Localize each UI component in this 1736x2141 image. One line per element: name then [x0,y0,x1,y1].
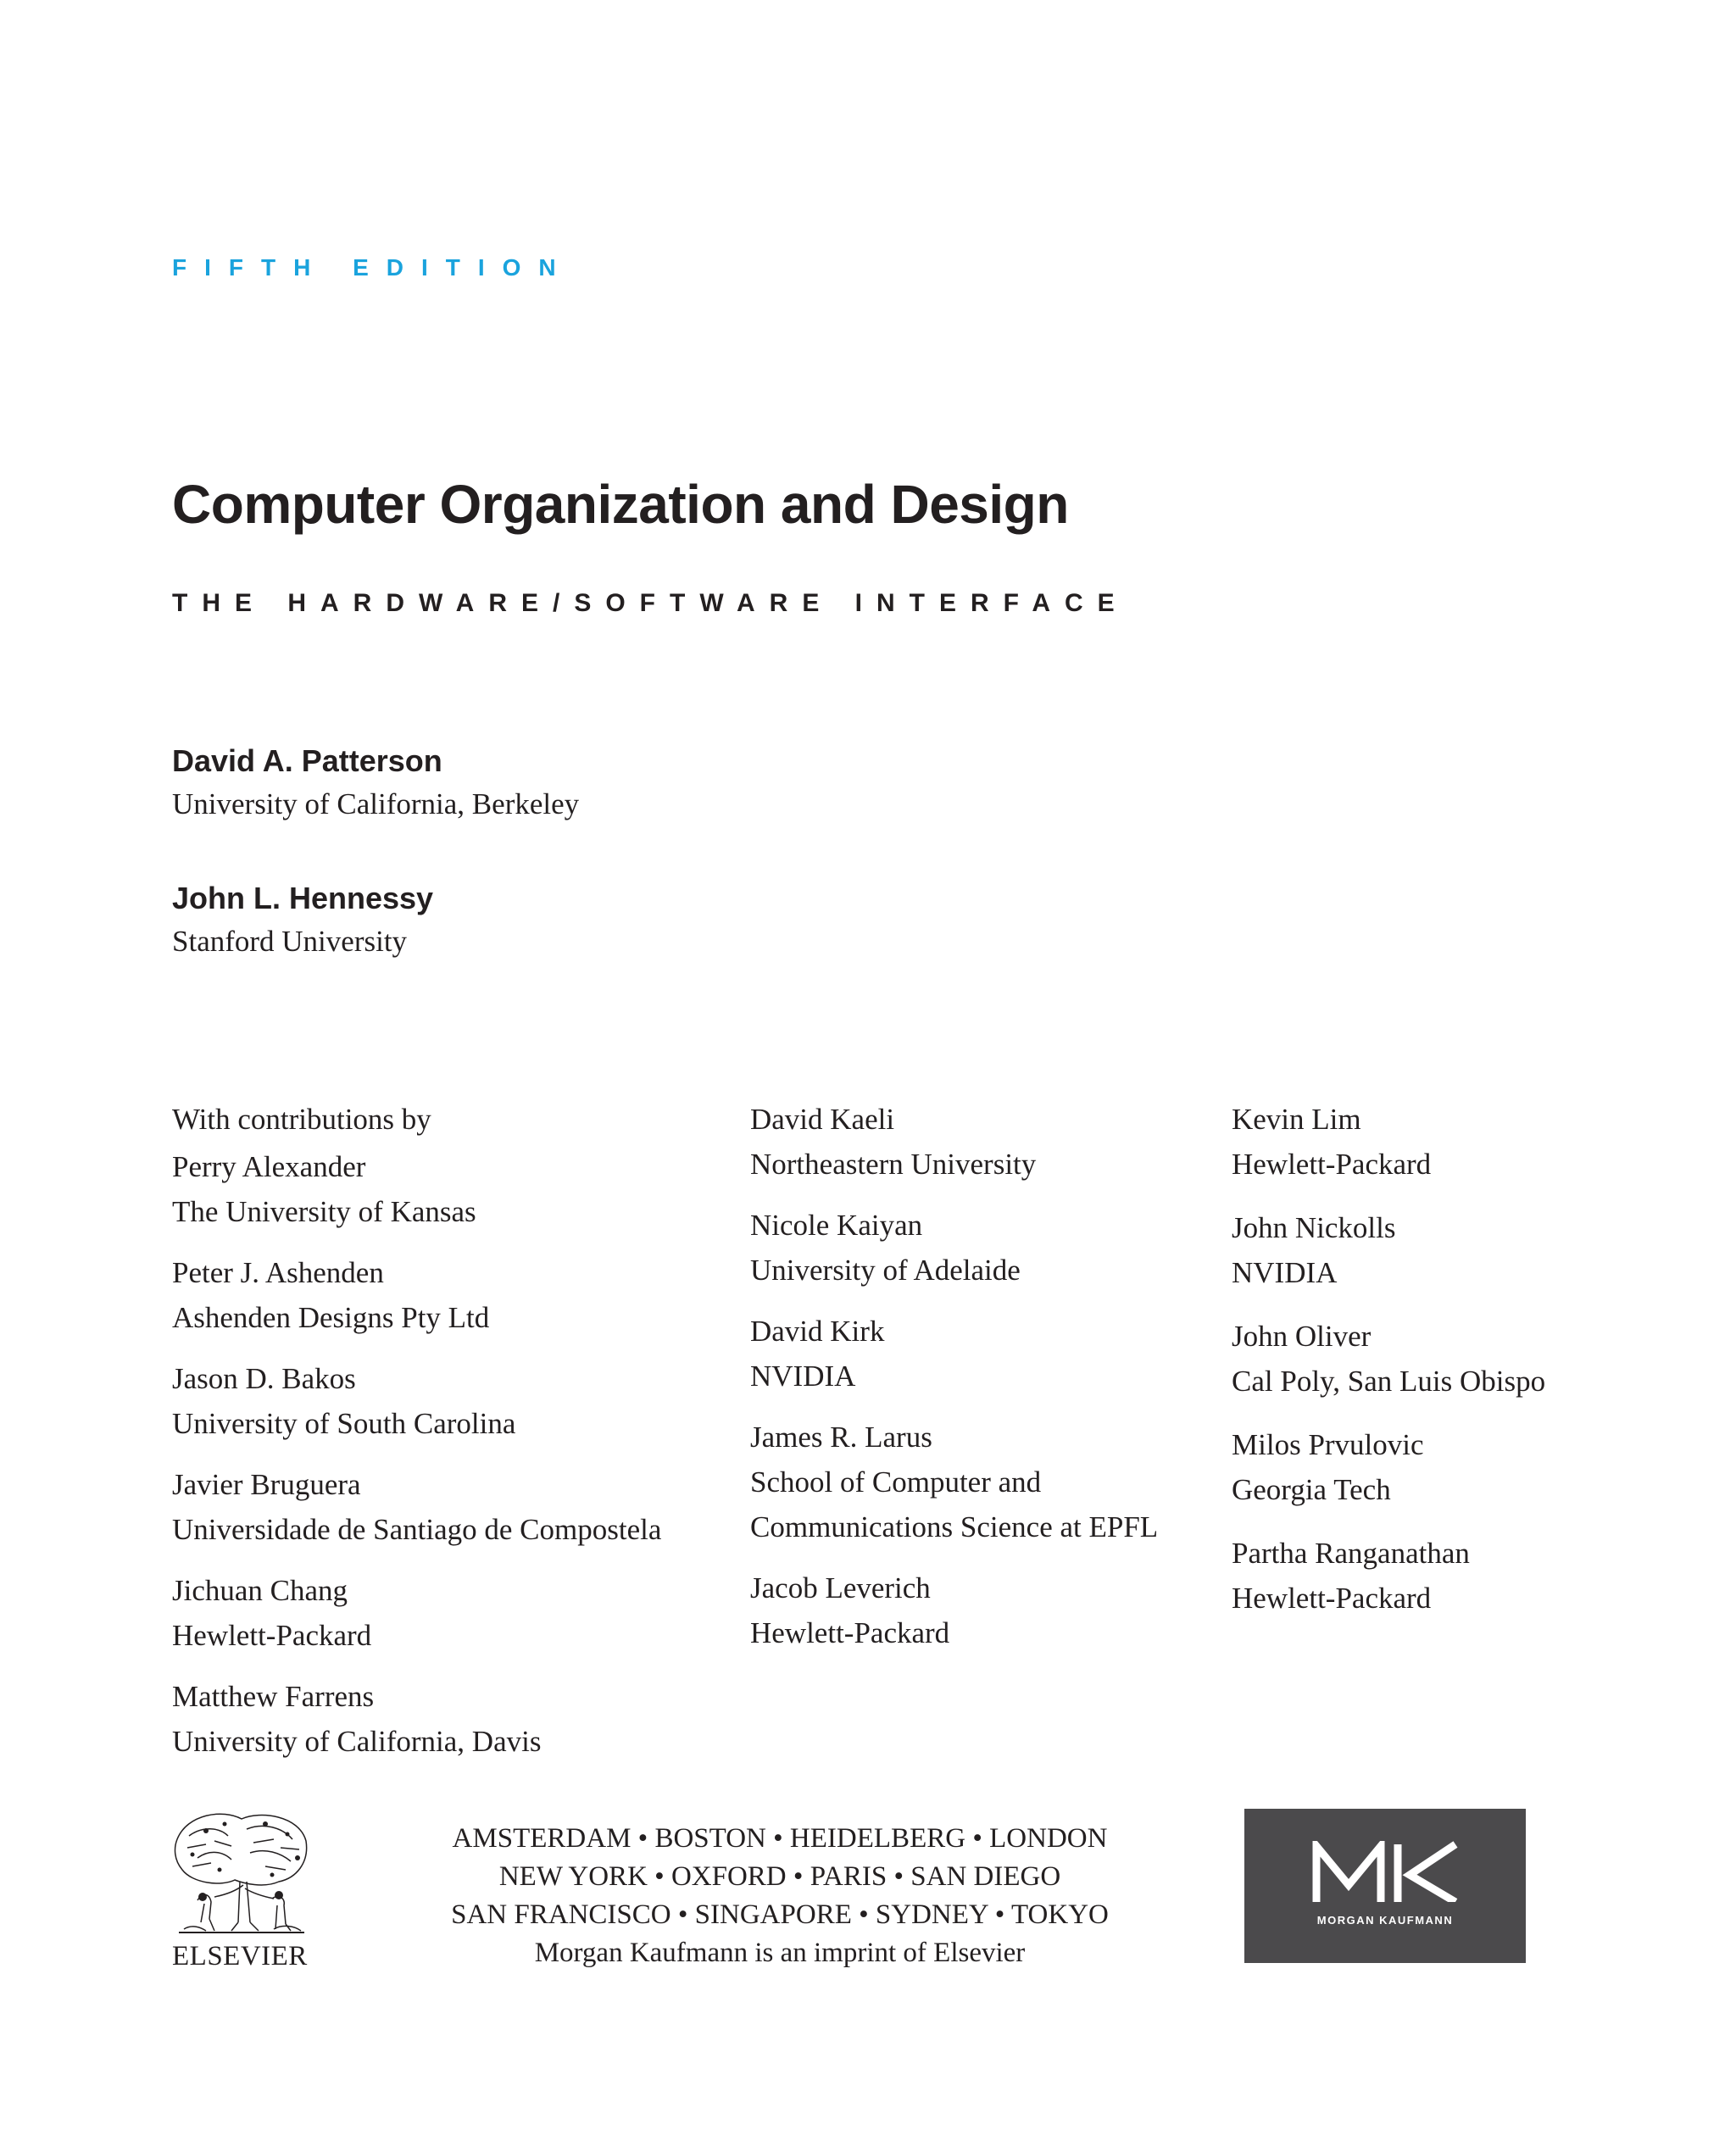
contributor-entry [172,1250,661,1340]
edition-label: FIFTH EDITION [172,254,574,281]
contributor-entry [172,1144,661,1234]
contributor-entry [172,1462,661,1552]
contributor-name: David Kaeli [750,1103,895,1136]
author-affiliation: University of California, Berkeley [172,787,580,820]
contributor-name: Partha Ranganathan [1232,1537,1470,1570]
contributor-affiliation: NVIDIA [750,1360,856,1393]
imprint-note: Morgan Kaufmann is an imprint of Elsevier [534,1938,1026,1968]
contributor-affiliation: University of Adelaide [750,1254,1021,1287]
author-affiliation: Stanford University [172,925,408,958]
contributor-affiliation: Georgia Tech [1232,1473,1391,1506]
contributor-affiliation: The University of Kansas [172,1195,476,1228]
contributor-affiliation: Universidade de Santiago de Compostela [172,1513,662,1546]
elsevier-tree-logo-icon [172,1810,309,1938]
cities-line: NEW YORK • OXFORD • PARIS • SAN DIEGO [498,1861,1061,1892]
contributor-affiliation: Northeastern University [750,1148,1037,1181]
contributors-column-1 [172,1097,661,1780]
elsevier-wordmark: ELSEVIER [172,1941,308,1971]
contributors-column-3 [1232,1097,1545,1639]
contributor-entry [750,1565,1158,1655]
morgan-kaufmann-mk-logo-icon [1311,1841,1461,1902]
contributor-entry [750,1097,1158,1187]
contributor-affiliation: University of California, Davis [172,1725,542,1758]
elsevier-logo [172,1810,316,1973]
contributor-name: Kevin Lim [1232,1103,1361,1136]
contributor-affiliation: Hewlett-Packard [750,1616,950,1649]
mk-caption: MORGAN KAUFMANN [1316,1914,1454,1927]
contributor-entry [1232,1205,1545,1295]
book-title: Computer Organization and Design [172,474,1069,535]
contributor-affiliation: Hewlett-Packard [172,1619,372,1652]
contributions-label: With contributions by [172,1103,431,1136]
publisher-cities [407,1820,1153,1972]
contributor-affiliation-line-2: Communications Science at EPFL [750,1510,1159,1543]
author-name: David A. Patterson [172,743,442,778]
contributors-column-2 [750,1097,1158,1671]
author-block [172,740,579,826]
contributor-name: Nicole Kaiyan [750,1209,923,1242]
contributor-entry [750,1203,1158,1293]
contributor-affiliation: Cal Poly, San Luis Obispo [1232,1365,1546,1398]
contributor-affiliation: Hewlett-Packard [1232,1148,1432,1181]
contributor-entry [1232,1314,1545,1404]
author-name: John L. Hennessy [172,881,434,915]
contributor-entry [1232,1531,1545,1621]
contributor-name: Jichuan Chang [172,1574,348,1607]
contributor-entry [750,1309,1158,1399]
contributor-entry [750,1415,1158,1549]
author-block [172,877,433,964]
contributor-affiliation: School of Computer and [750,1465,1042,1499]
contributor-affiliation: NVIDIA [1232,1256,1338,1289]
contributor-name: John Nickolls [1232,1211,1396,1244]
contributor-name: John Oliver [1232,1320,1372,1353]
morgan-kaufmann-logo [1244,1809,1526,1963]
contributor-affiliation: University of South Carolina [172,1407,516,1440]
contributor-name: James R. Larus [750,1421,932,1454]
contributor-name: Jason D. Bakos [172,1362,356,1395]
contributor-name: Matthew Farrens [172,1680,375,1713]
contributor-entry [172,1674,661,1764]
contributor-affiliation: Hewlett-Packard [1232,1582,1432,1615]
cities-line: SAN FRANCISCO • SINGAPORE • SYDNEY • TOKYO [451,1899,1109,1930]
contributor-entry [1232,1097,1545,1187]
contributor-entry [1232,1422,1545,1512]
contributor-name: Javier Bruguera [172,1468,361,1501]
book-subtitle: THE HARDWARE/SOFTWARE INTERFACE [172,589,1129,617]
contributor-affiliation: Ashenden Designs Pty Ltd [172,1301,490,1334]
contributor-name: Peter J. Ashenden [172,1256,384,1289]
cities-line: AMSTERDAM • BOSTON • HEIDELBERG • LONDON [452,1823,1108,1854]
contributor-name: Milos Prvulovic [1232,1428,1424,1461]
contributor-name: David Kirk [750,1315,885,1348]
contributor-entry [172,1568,661,1658]
contributor-entry [172,1356,661,1446]
contributor-name: Jacob Leverich [750,1571,931,1604]
contributor-name: Perry Alexander [172,1150,366,1183]
